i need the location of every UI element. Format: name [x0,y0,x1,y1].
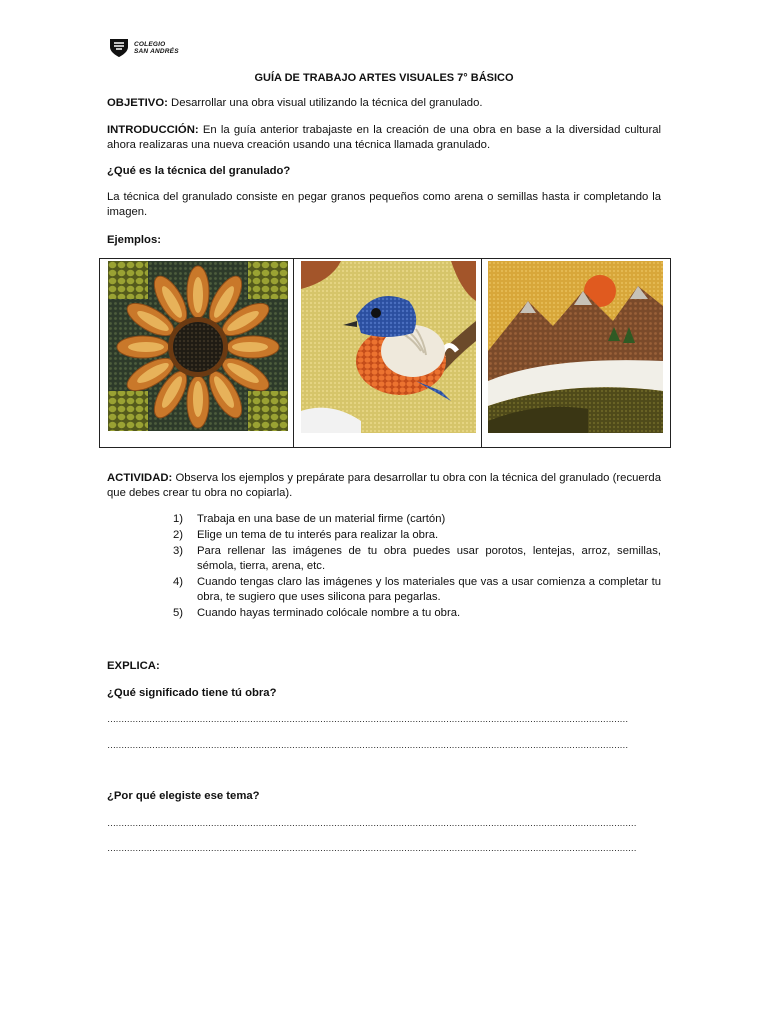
examples-gallery [99,258,671,448]
example-image-bird [294,259,481,447]
school-name-line1: COLEGIO [134,41,166,48]
page-title: GUÍA DE TRABAJO ARTES VISUALES 7° BÁSICO [254,72,514,84]
step-number: 3) [173,545,184,557]
step-text: Trabaja en una base de un material firme (cartón) [197,513,446,525]
objective-label: OBJETIVO: [107,97,168,109]
examples-label: Ejemplos: [107,234,161,246]
question-theme: ¿Por qué elegiste ese tema? [107,790,260,802]
definition-paragraph: La técnica del granulado consiste en pegar granos pequeños como arena o semillas hasta ir completando la imagen. [107,191,661,218]
objective-text: Desarrollar una obra visual utilizando la técnica del granulado. [167,97,483,109]
step-text: Para rellenar las imágenes de tu obra puedes usar porotos, lentejas, arroz, semillas, sémola, tierra, arena, etc. [197,545,661,572]
question-meaning: ¿Qué significado tiene tú obra? [107,687,277,699]
answer-line[interactable]: ……………………………………………………………………………………………………………………………………………………………………… [107,818,637,828]
activity-text: Observa los ejemplos y prepárate para desarrollar tu obra con la técnica del granulado (recuerda que debes crear tu obra no copiarla). [107,472,661,499]
introduction-paragraph [107,123,661,153]
step-text: Cuando hayas terminado colócale nombre a tu obra. [197,607,461,619]
activity-paragraph [107,471,661,501]
answer-line[interactable]: …………………………………………………………………………………………………………………………………………………………………… [107,714,628,724]
introduction-label: INTRODUCCIÓN: [107,124,199,136]
steps-list [173,512,661,622]
example-image-mountains [482,259,670,447]
step-number: 2) [173,529,184,541]
list-item [173,512,661,527]
list-item [173,606,661,621]
list-item [173,544,661,574]
question-heading: ¿Qué es la técnica del granulado? [107,165,291,177]
shield-logo-icon [108,38,130,58]
answer-line[interactable]: …………………………………………………………………………………………………………………………………………………………………… [107,740,628,750]
list-item [173,575,661,605]
step-number: 4) [173,576,184,588]
step-text: Cuando tengas claro las imágenes y los materiales que vas a usar comienza a completar tu obra, te sugiero que uses silicona para pegarlas. [197,576,661,603]
example-image-sunflower [100,259,294,447]
school-name-line2: SAN ANDRÉS [134,48,179,55]
step-number: 1) [173,513,184,525]
answer-line[interactable]: ……………………………………………………………………………………………………………………………………………………………………… [107,843,637,853]
list-item [173,528,661,543]
explain-heading: EXPLICA: [107,660,160,672]
school-logo [108,38,179,58]
step-text: Elige un tema de tu interés para realizar la obra. [197,529,439,541]
school-name [134,41,179,55]
activity-label: ACTIVIDAD: [107,472,173,484]
introduction-text: En la guía anterior trabajaste en la creación de una obra en base a la diversidad cultural ahora realizaras una nueva creación usando una técnica llamada granulado. [107,124,661,151]
step-number: 5) [173,607,184,619]
objective-paragraph [107,96,661,111]
